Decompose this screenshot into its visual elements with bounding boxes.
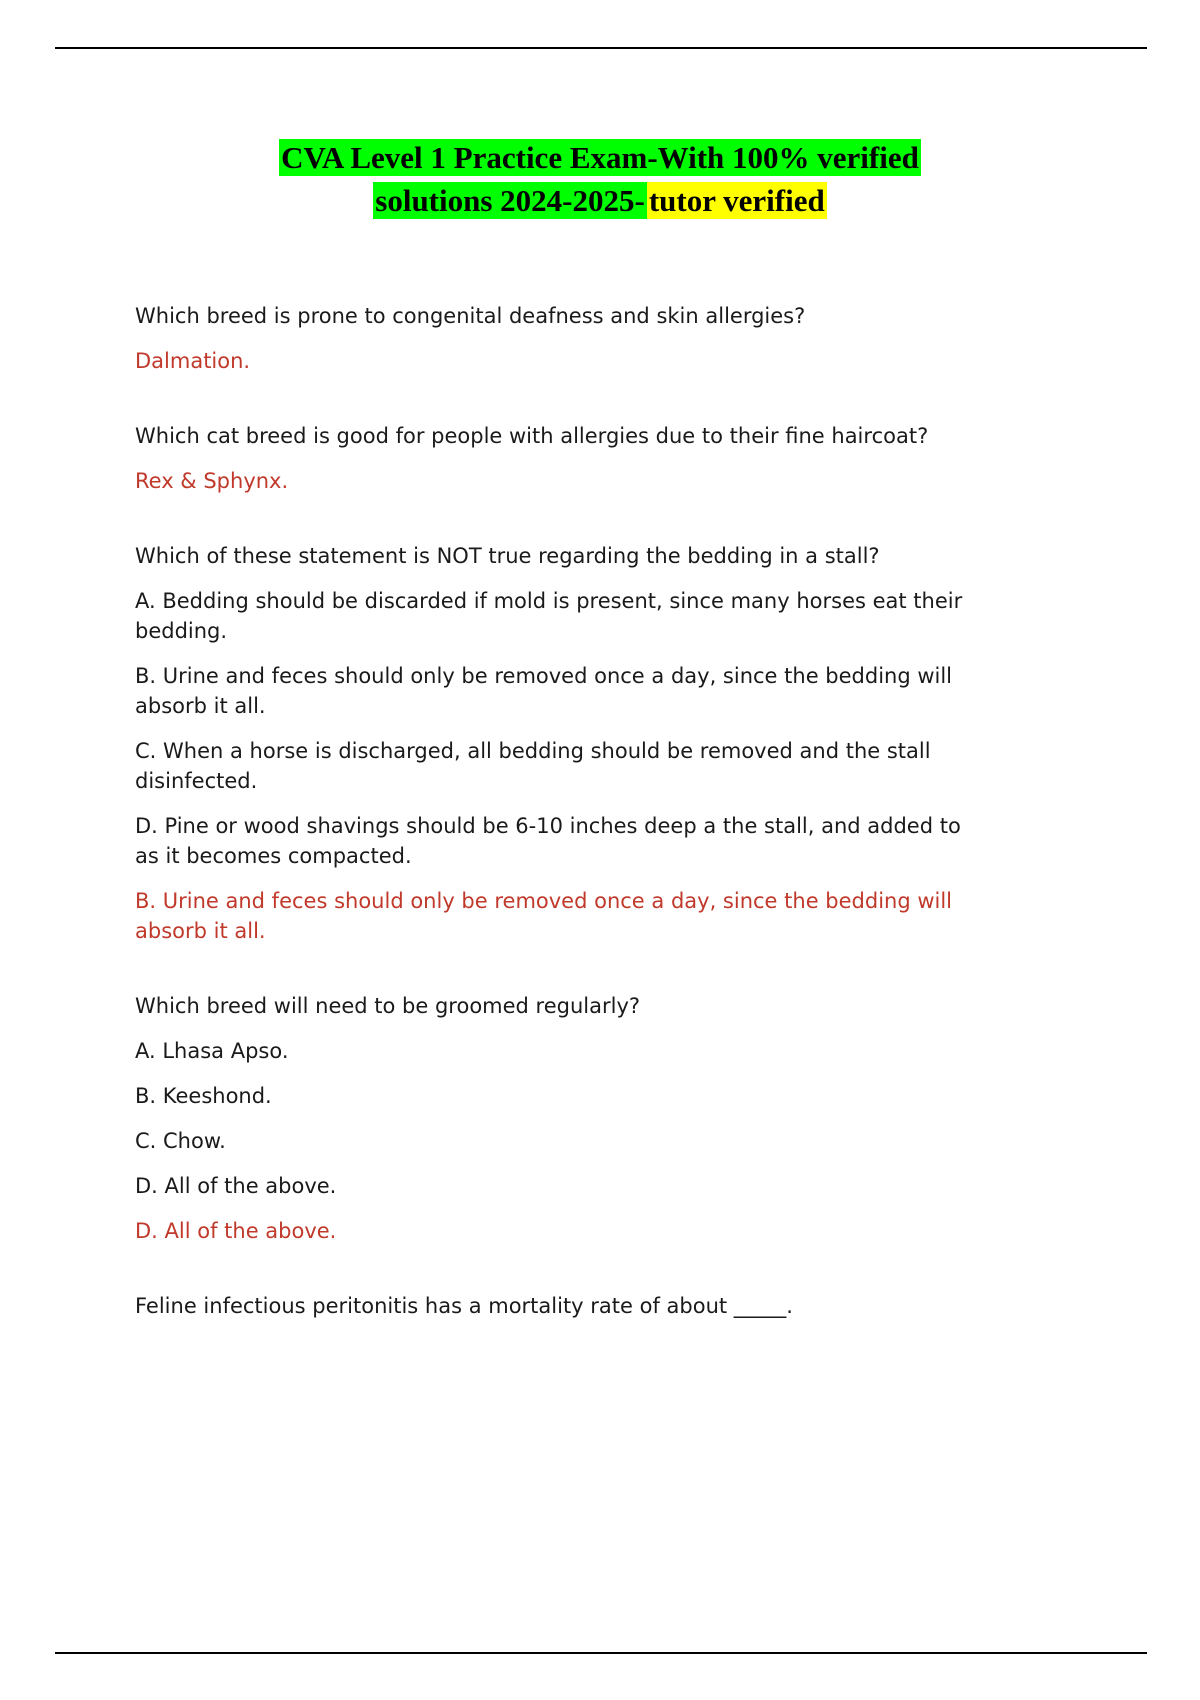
option-a: A. Lhasa Apso.: [135, 1038, 289, 1063]
question-text: Which breed will need to be groomed regularly?: [135, 993, 641, 1018]
question-text: Which cat breed is good for people with allergies due to their fine haircoat?: [135, 423, 929, 448]
option-a: A. Bedding should be discarded if mold is present, since many horses eat their bedding.: [135, 588, 963, 643]
question-text: Which breed is prone to congenital deafness and skin allergies?: [135, 303, 806, 328]
question-block-2: [135, 421, 965, 496]
answer-text: D. All of the above.: [135, 1218, 337, 1243]
answer-text: Dalmation.: [135, 348, 251, 373]
option-d: D. All of the above.: [135, 1173, 337, 1198]
option-c: C. Chow.: [135, 1128, 226, 1153]
option-d: D. Pine or wood shavings should be 6-10 inches deep a the stall, and added to as it becomes compacted.: [135, 813, 961, 868]
option-c: C. When a horse is discharged, all bedding should be removed and the stall disinfected.: [135, 738, 931, 793]
question-block-3: [135, 541, 965, 946]
question-text: Which of these statement is NOT true regarding the bedding in a stall?: [135, 543, 880, 568]
answer-text: B. Urine and feces should only be removed once a day, since the bedding will absorb it all.: [135, 888, 953, 943]
question-text: Feline infectious peritonitis has a mortality rate of about _____.: [135, 1293, 793, 1318]
option-b: B. Keeshond.: [135, 1083, 272, 1108]
title-line1: CVA Level 1 Practice Exam-With 100% verified: [281, 140, 919, 175]
bottom-divider: [55, 1652, 1147, 1654]
question-block-1: [135, 301, 965, 376]
exam-content: [0, 301, 965, 1321]
question-block-4: [135, 991, 965, 1246]
document-title: [0, 0, 1200, 223]
question-block-5: [135, 1291, 965, 1321]
title-line2-yellow: tutor verified: [648, 182, 825, 218]
option-b: B. Urine and feces should only be removed once a day, since the bedding will absorb it all.: [135, 663, 953, 718]
title-line2-green: solutions 2024-2025-: [375, 182, 645, 218]
top-divider: [55, 47, 1147, 49]
answer-text: Rex & Sphynx.: [135, 468, 289, 493]
